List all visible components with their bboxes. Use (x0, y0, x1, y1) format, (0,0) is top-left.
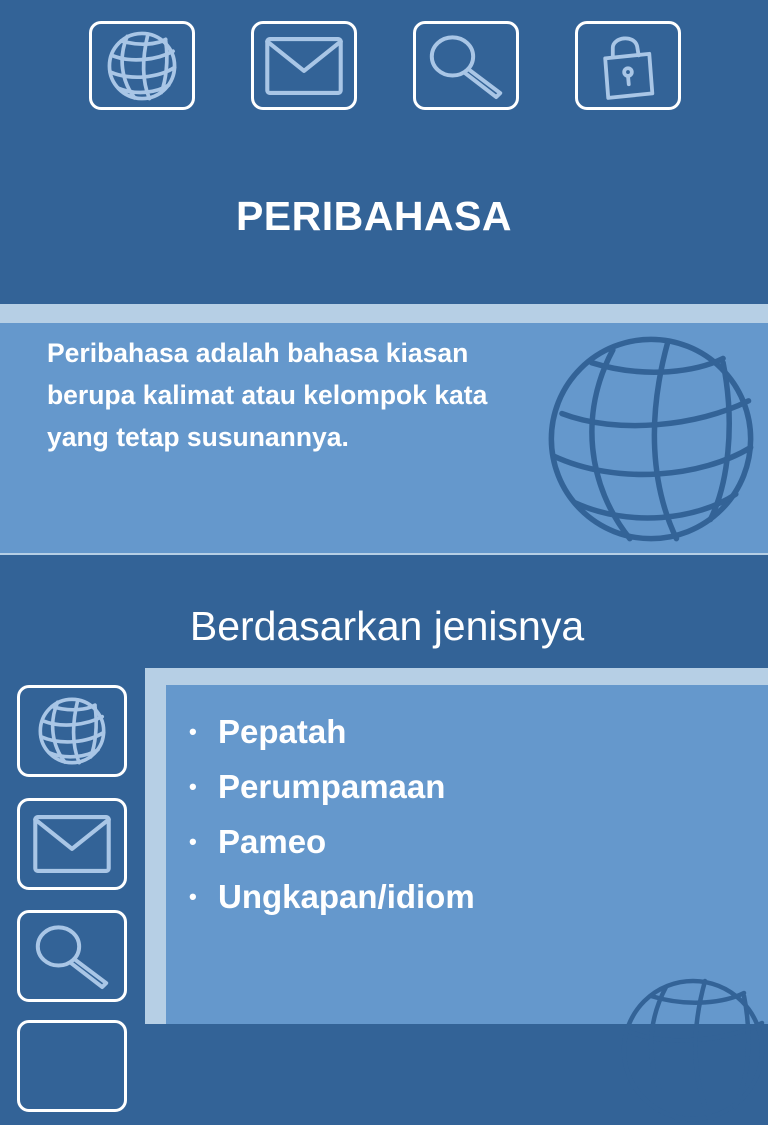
globe-icon (618, 975, 768, 1125)
bullet-marker: • (189, 884, 197, 909)
list-item (189, 814, 475, 869)
list-item-text: Pepatah (218, 713, 347, 750)
list-item (189, 759, 475, 814)
definition-line: yang tetap susunannya. (47, 422, 349, 452)
magnifier-icon-tile (413, 21, 519, 110)
magnifier-icon (422, 31, 510, 101)
definition-line: berupa kalimat atau kelompok kata (47, 380, 488, 410)
padlock-icon (590, 28, 666, 104)
envelope-icon (31, 813, 113, 875)
magnifier-icon (28, 921, 116, 991)
globe-icon-tile (89, 21, 195, 110)
magnifier-icon-tile (17, 910, 127, 1002)
bullet-list (189, 704, 475, 924)
globe-icon-tile (17, 685, 127, 777)
envelope-icon-tile (251, 21, 357, 110)
definition-line: Peribahasa adalah bahasa kiasan (47, 338, 469, 368)
bullet-marker: • (189, 829, 197, 854)
list-item-text: Pameo (218, 823, 327, 860)
page-title: PERIBAHASA (235, 193, 513, 239)
envelope-icon (263, 35, 345, 97)
bullet-marker: • (189, 774, 197, 799)
partial-icon-tile (17, 1020, 127, 1112)
definition-text (47, 332, 647, 458)
padlock-icon-tile (575, 21, 681, 110)
globe-icon (105, 29, 179, 103)
bullet-marker: • (189, 719, 197, 744)
list-item (189, 869, 475, 924)
list-item-text: Perumpamaan (218, 768, 446, 805)
envelope-icon-tile (17, 798, 127, 890)
list-item (189, 704, 475, 759)
list-item-text: Ungkapan/idiom (218, 878, 475, 915)
globe-icon (36, 695, 108, 767)
section-title: Berdasarkan jenisnya (189, 603, 585, 649)
